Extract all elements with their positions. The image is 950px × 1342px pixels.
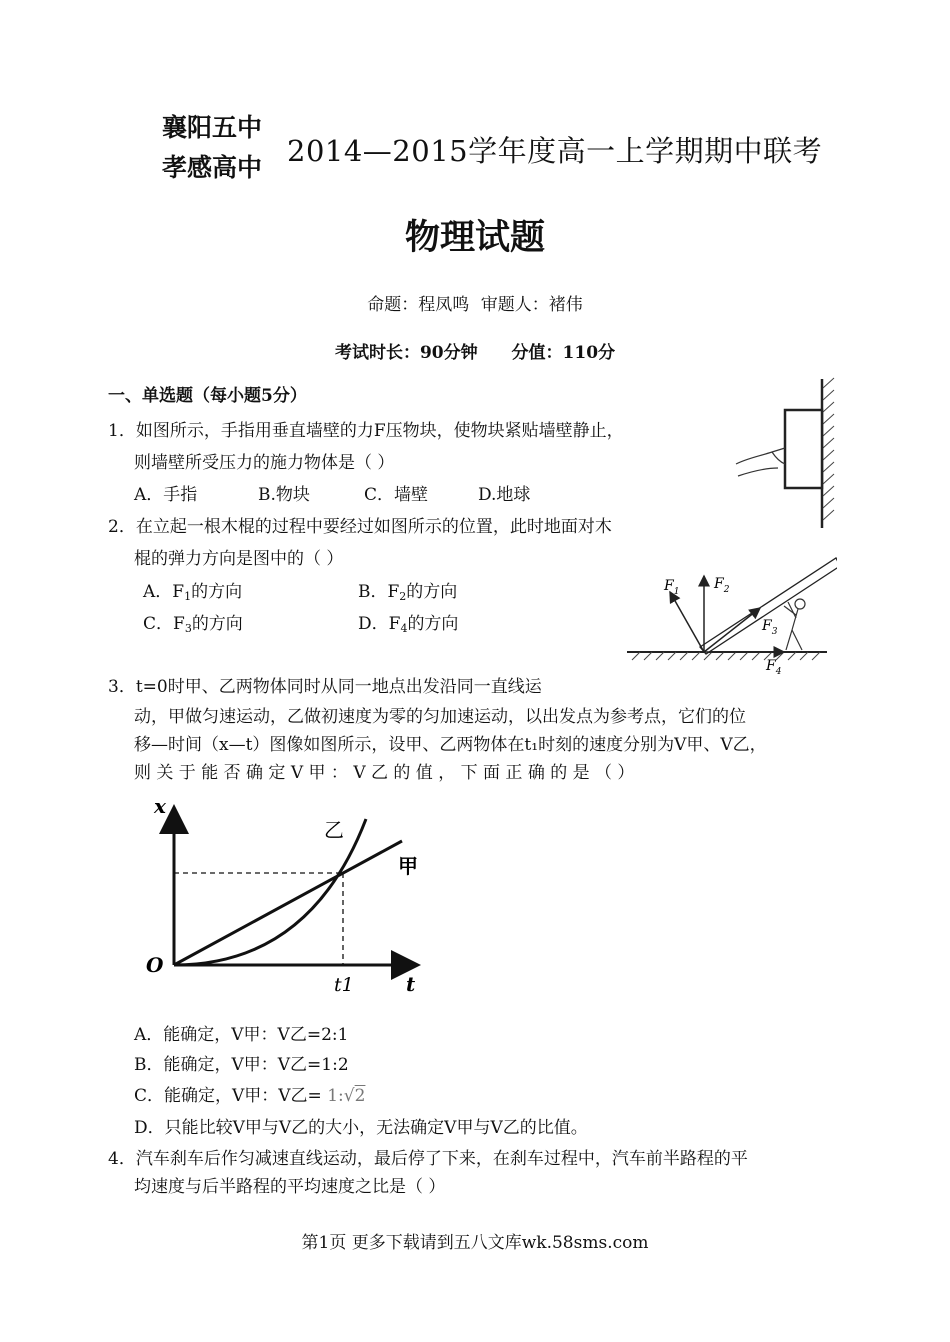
q3-option-a: A．能确定，V甲：V乙=2:1 [134,1025,349,1045]
q1-option-d: D.地球 [478,485,531,505]
force-f3-arrow [704,608,760,652]
jia-label: 甲 [398,854,418,878]
q4-line1: 4．汽车刹车后作匀减速直线运动，最后停了下来，在刹车过程中，汽车前半路程的平 [108,1149,748,1169]
section-title: 一、单选题（每小题5分） [108,386,307,406]
q2-line2: 棍的弹力方向是图中的（ ） [134,549,344,569]
exam-duration: 考试时长：90分钟 [334,343,478,363]
f3-label: $F_3$ [762,618,778,637]
force-f1-arrow [670,592,704,652]
subject-title: 物理试题 [404,218,545,258]
f1-label: $F_1$ [664,578,680,597]
q3-line1: 3．t=0时甲、乙两物体同时从同一地点出发沿同一直线运 [108,677,542,697]
hand-icon [736,448,785,476]
q2-line1: 2．在立起一根木棍的过程中要经过如图所示的位置，此时地面对木 [108,517,612,537]
block [785,410,822,488]
q2-option-d: D．F4的方向 [358,614,459,635]
q1-option-c: C．墙壁 [364,485,429,505]
q1-option-b: B.物块 [258,485,310,505]
q1-option-a: A．手指 [134,485,198,505]
ratio-math: 1:√2 [327,1086,366,1106]
t1-label: t1 [334,974,354,996]
school-names [162,108,262,188]
ground-hatching [632,652,820,660]
page-footer: 第1页 更多下载请到五八文库wk.58sms.com [301,1233,649,1253]
q3-option-c: C．能确定，V甲：V乙= 1:√2 [134,1086,366,1106]
exam-score: 分值：110分 [511,343,616,363]
q2-option-b: B．F2的方向 [358,582,458,603]
wall-hatching [823,378,834,520]
q3-line2: 动，甲做匀速运动，乙做初速度为零的匀加速运动，以出发点为参考点，它们的位 [134,707,746,727]
school-name-1: 襄阳五中 [162,113,263,142]
authors-line: 命题：程凤鸣 审题人：褚伟 [367,295,583,315]
q1-figure [730,376,840,532]
x-axis-label: t [406,972,416,996]
q2-option-a: A．F1的方向 [143,582,243,603]
y-axis-label: x [154,795,166,818]
yi-label: 乙 [324,818,344,842]
school-name-2: 孝感高中 [162,153,263,182]
q1-line2: 则墙壁所受压力的施力物体是（ ） [134,453,395,473]
q2-figure [622,548,837,680]
f4-label: $F_4$ [766,658,782,677]
q3-xt-graph [140,795,430,1000]
q4-line2: 均速度与后半路程的平均速度之比是（ ） [134,1177,446,1197]
exam-info [0,338,950,363]
f2-label: $F_2$ [714,576,730,595]
q3-line3: 移—时间（x—t）图像如图所示，设甲、乙两物体在t₁时刻的速度分别为V甲、V乙， [134,735,767,755]
origin-label: O [146,953,164,977]
line-jia [174,841,402,965]
q1-line1: 1．如图所示，手指用垂直墙壁的力F压物块，使物块紧贴墙壁静止， [108,421,624,441]
q3-option-b: B．能确定，V甲：V乙=1:2 [134,1055,349,1075]
q3-line4: 则 关 于 能 否 确 定 V 甲 ： V 乙 的 值 ， 下 面 正 确 的 是 （ ） [134,763,635,783]
person-icon [784,599,805,650]
q3-option-d: D．只能比较V甲与V乙的大小，无法确定V甲与V乙的比值。 [134,1118,588,1138]
exam-title: 2014—2015学年度高一上学期期中联考 [287,134,823,168]
q2-option-c: C．F3的方向 [143,614,243,635]
